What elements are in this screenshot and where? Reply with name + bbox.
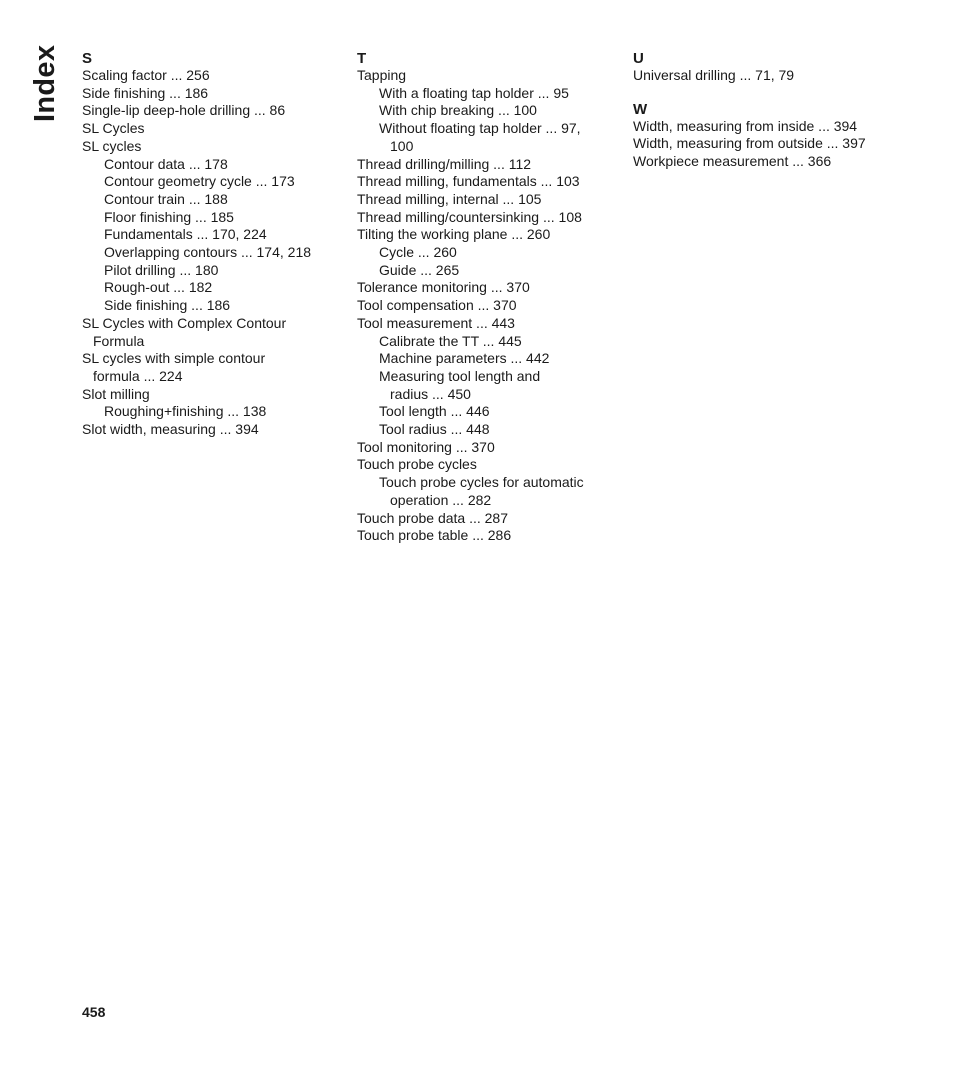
index-entry [82, 386, 342, 404]
index-subentry [357, 333, 617, 351]
index-entry-text: Tool monitoring ... 370 [357, 438, 495, 455]
index-entry-text: With chip breaking ... 100 [379, 102, 537, 119]
index-entry [82, 67, 342, 85]
index-entry-text: Slot milling [82, 385, 150, 402]
index-entry-text: Workpiece measurement ... 366 [633, 153, 832, 170]
index-letter-heading: T [357, 50, 367, 67]
index-entry-text: Tapping [357, 67, 407, 83]
index-entry [357, 439, 617, 457]
index-entry-text: Floor finishing ... 185 [104, 208, 234, 225]
index-entry-text: Contour train ... 188 [104, 190, 228, 207]
index-entry-continuation: 100 [390, 137, 414, 154]
index-entry [357, 67, 617, 85]
index-entry [82, 350, 342, 385]
index-letter-heading: U [633, 50, 644, 67]
index-entry-text: SL Cycles with Complex Contour [82, 314, 287, 331]
index-letter-heading: W [633, 100, 648, 118]
index-entry-text: Tilting the working plane ... 260 [357, 226, 551, 243]
index-entry-text: Scaling factor ... 256 [82, 67, 210, 83]
index-entry-text: Universal drilling ... 71, 79 [633, 67, 795, 83]
index-entry [633, 118, 893, 136]
index-entry-text: Side finishing ... 186 [82, 84, 209, 101]
index-subentry [357, 85, 617, 103]
index-column-s [82, 50, 342, 439]
index-entry-text: Contour geometry cycle ... 173 [104, 173, 295, 190]
index-entry-text: Tool compensation ... 370 [357, 297, 517, 314]
index-entry-text: Width, measuring from inside ... 394 [633, 117, 858, 134]
index-subentry [82, 226, 342, 244]
index-entry-text: Touch probe cycles for automatic [379, 474, 584, 491]
index-letter-heading: S [82, 50, 93, 67]
index-subentry [357, 421, 617, 439]
index-entry [633, 67, 893, 85]
index-entry [357, 173, 617, 191]
index-entry-text: With a floating tap holder ... 95 [379, 84, 569, 101]
index-subentry [82, 262, 342, 280]
index-entry [357, 297, 617, 315]
index-entry-text: Fundamentals ... 170, 224 [104, 226, 267, 243]
index-side-title-text: Index [29, 44, 61, 122]
index-entry [82, 315, 342, 350]
index-entry-text: Touch probe cycles [357, 456, 477, 473]
index-subentry [82, 156, 342, 174]
index-column-u [633, 50, 893, 171]
index-entry [82, 421, 342, 439]
index-subentry [357, 244, 617, 262]
index-entry-text: Tool length ... 446 [379, 403, 490, 420]
index-subentry [82, 244, 342, 262]
index-entry-text: Slot width, measuring ... 394 [82, 421, 259, 438]
index-entry-text: Side finishing ... 186 [104, 297, 231, 314]
index-entry-text: Tool measurement ... 443 [357, 314, 515, 331]
index-entry [357, 279, 617, 297]
index-entry-text: Guide ... 265 [379, 261, 460, 278]
index-subentry [82, 209, 342, 227]
index-entry-text: Tool radius ... 448 [379, 421, 490, 438]
index-entry-text: Calibrate the TT ... 445 [379, 332, 522, 349]
index-entry-text: Touch probe table ... 286 [357, 527, 512, 544]
index-entry-text: Measuring tool length and [379, 367, 541, 384]
index-entry [82, 102, 342, 120]
index-entry [82, 120, 342, 138]
index-entry-text: Overlapping contours ... 174, 218 [104, 244, 312, 261]
index-entry-text: Single-lip deep-hole drilling ... 86 [82, 102, 286, 119]
index-entry-continuation: radius ... 450 [390, 385, 471, 402]
index-entry [82, 85, 342, 103]
index-entry-text: Tolerance monitoring ... 370 [357, 279, 530, 296]
index-entry-text: Thread drilling/milling ... 112 [357, 155, 532, 172]
index-subentry [357, 368, 617, 403]
index-entry [357, 226, 617, 244]
index-entry [633, 135, 893, 153]
index-entry-text: Thread milling, fundamentals ... 103 [357, 173, 580, 190]
index-entry-text: Cycle ... 260 [379, 244, 457, 261]
index-subentry [82, 403, 342, 421]
index-entry [357, 456, 617, 474]
index-entry-text: Contour data ... 178 [104, 155, 228, 172]
index-entry-text: SL cycles with simple contour [82, 350, 266, 367]
index-subentry [82, 173, 342, 191]
index-entry-text: Pilot drilling ... 180 [104, 261, 219, 278]
index-entry [357, 527, 617, 545]
index-entry-text: Thread milling/countersinking ... 108 [357, 208, 582, 225]
index-entry [357, 315, 617, 333]
index-subentry [82, 279, 342, 297]
index-entry-text: Without floating tap holder ... 97, [379, 120, 581, 137]
index-entry [633, 153, 893, 171]
index-entry-text: Width, measuring from outside ... 397 [633, 135, 866, 152]
index-entry-text: Thread milling, internal ... 105 [357, 190, 542, 207]
index-column-t [357, 50, 617, 545]
index-entry [357, 209, 617, 227]
index-entry-text: SL Cycles [82, 120, 145, 137]
index-entry-text: Touch probe data ... 287 [357, 509, 508, 526]
index-entry-text: Roughing+finishing ... 138 [104, 403, 267, 420]
index-entry-text: Rough-out ... 182 [104, 279, 213, 296]
index-side-title [29, 44, 61, 122]
index-entry [82, 138, 342, 156]
index-entry-continuation: Formula [93, 332, 145, 349]
index-subentry [357, 102, 617, 120]
index-subentry [82, 191, 342, 209]
index-entry-text: Machine parameters ... 442 [379, 350, 550, 367]
index-entry-continuation: operation ... 282 [390, 491, 492, 508]
index-entry-continuation: formula ... 224 [93, 367, 183, 384]
index-entry [357, 510, 617, 528]
index-subentry [357, 474, 617, 509]
index-subentry [357, 350, 617, 368]
index-subentry [82, 297, 342, 315]
index-subentry [357, 403, 617, 421]
index-subentry [357, 262, 617, 280]
page-number: 458 [82, 1004, 106, 1020]
index-entry [357, 191, 617, 209]
index-subentry [357, 120, 617, 155]
index-entry [357, 156, 617, 174]
index-entry-text: SL cycles [82, 137, 142, 154]
